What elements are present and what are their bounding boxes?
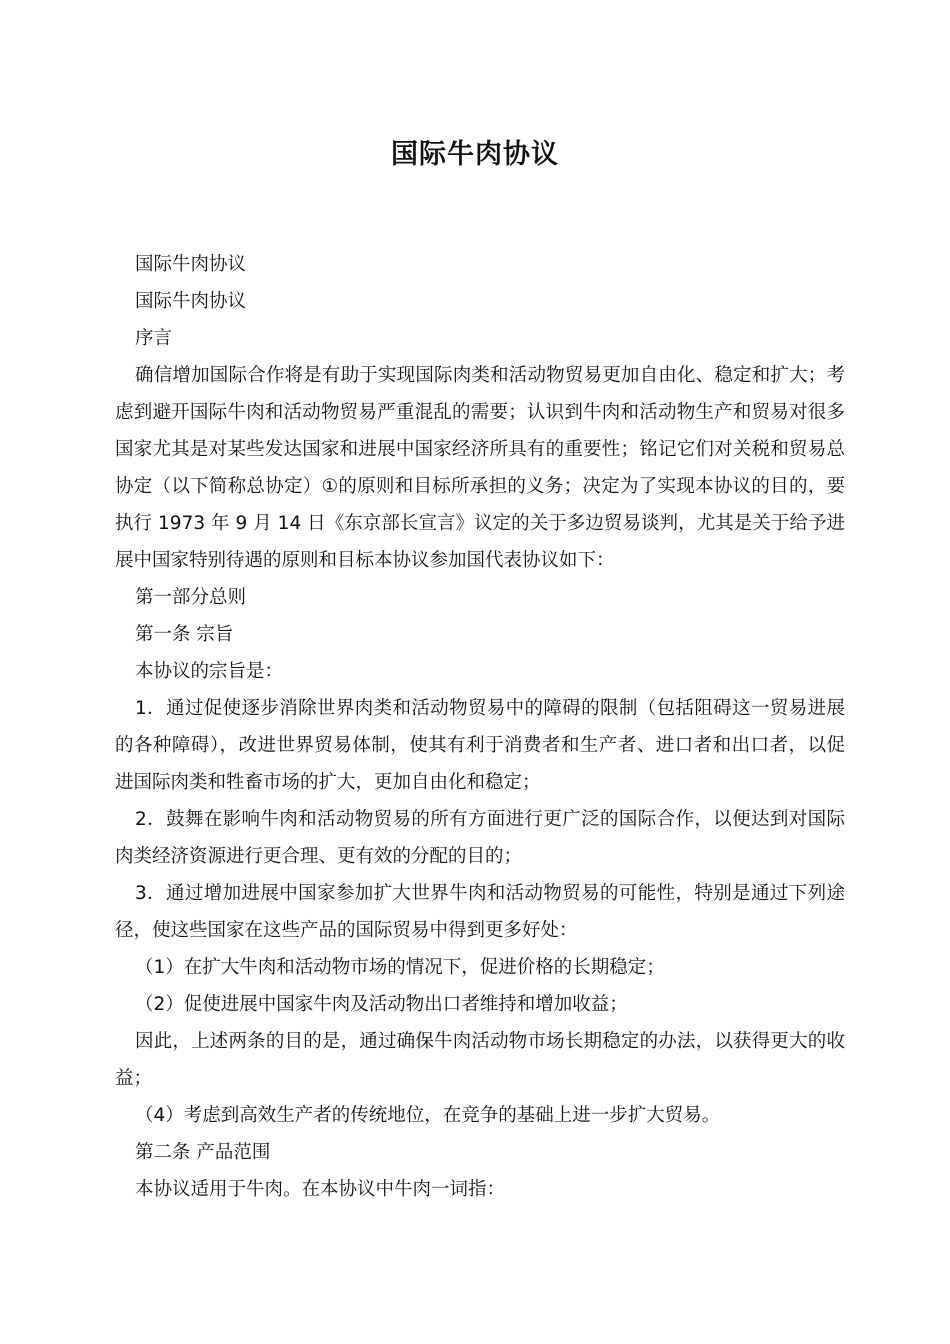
list-item: （4）考虑到高效生产者的传统地位，在竞争的基础上进一步扩大贸易。 (135, 1105, 721, 1126)
section-heading: 第一部分总则 (135, 587, 247, 608)
paragraph: 本协议的宗旨是： (135, 661, 284, 682)
document-title: 国际牛肉协议 (391, 139, 559, 170)
paragraph: 国际牛肉协议 (135, 254, 247, 275)
article-heading: 第二条 产品范围 (135, 1142, 271, 1163)
list-item: 3．通过增加进展中国家参加扩大世界牛肉和活动物贸易的可能性，特别是通过下列途径，使这些国家在这些产品的国际贸易中得到更多好处： (115, 883, 845, 941)
paragraph: 国际牛肉协议 (135, 291, 247, 312)
list-item: （1）在扩大牛肉和活动物市场的情况下，促进价格的长期稳定； (135, 957, 665, 978)
list-item: 1．通过促使逐步消除世界肉类和活动物贸易中的障碍的限制（包括阻碍这一贸易进展的各种障碍），改进世界贸易体制，使其有利于消费者和生产者、进口者和出口者，以促进国际肉类和牲畜市场的扩大，更加自由化和稳定； (115, 698, 845, 793)
paragraph: 确信增加国际合作将是有助于实现国际肉类和活动物贸易更加自由化、稳定和扩大；考虑到避开国际牛肉和活动物贸易严重混乱的需要；认识到牛肉和活动物生产和贸易对很多国家尤其是对某些发达国家和进展中国家经济所具有的重要性；铭记它们对关税和贸易总协定（以下简称总协定）①的原则和目标所承担的义务；决定为了实现本协议的目的，要执行 1973 年 9 月 14 日《东京部长宣言》议定的关于多边贸易谈判，尤其是关于给予进展中国家特别待遇的原则和目标本协议参加国代表协议如下： (115, 365, 845, 571)
paragraph: 序言 (135, 328, 173, 349)
list-item: （2）促使进展中国家牛肉及活动物出口者维持和增加收益； (135, 994, 628, 1015)
paragraph: 因此，上述两条的目的是，通过确保牛肉活动物市场长期稳定的办法，以获得更大的收益； (115, 1031, 845, 1089)
list-item: 2．鼓舞在影响牛肉和活动物贸易的所有方面进行更广泛的国际合作，以便达到对国际肉类经济资源进行更合理、更有效的分配的目的； (115, 809, 845, 867)
paragraph: 本协议适用于牛肉。在本协议中牛肉一词指： (135, 1179, 506, 1200)
document-body (115, 246, 845, 1208)
article-heading: 第一条 宗旨 (135, 624, 234, 645)
